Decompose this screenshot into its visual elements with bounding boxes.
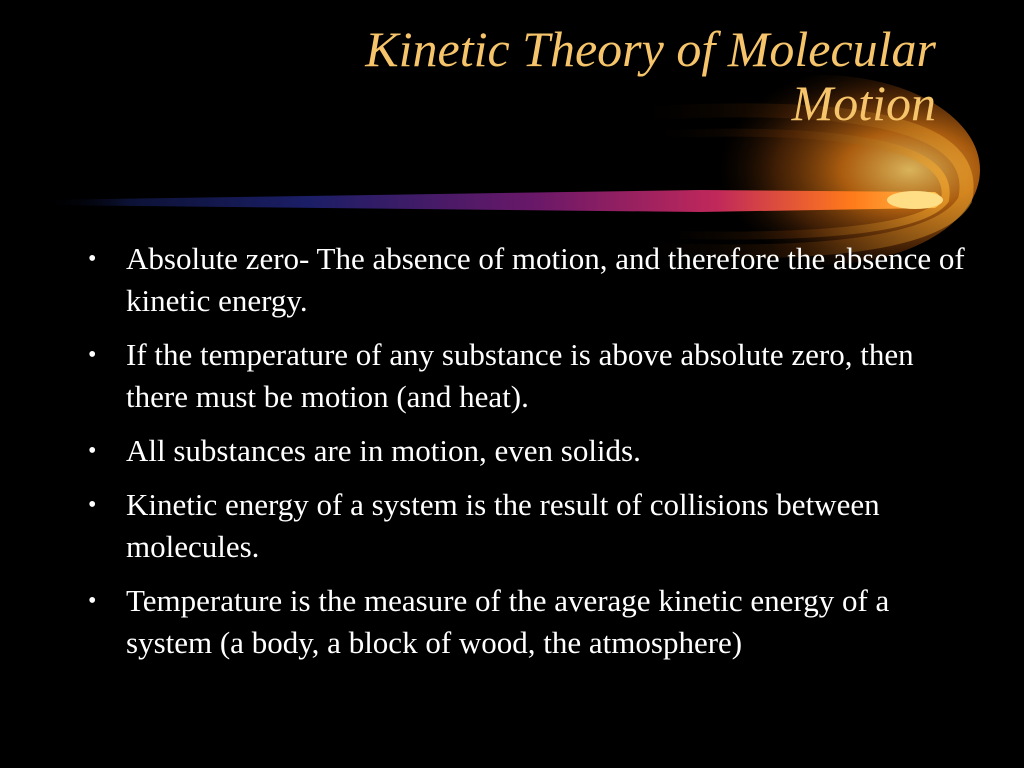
title-line-2: Motion <box>791 75 936 131</box>
comet-streak <box>40 190 942 212</box>
bullet-text: Kinetic energy of a system is the result of collisions between molecules. <box>126 487 880 564</box>
bullet-marker: • <box>88 342 97 368</box>
bullet-text: Absolute zero- The absence of motion, and therefore the absence of kinetic energy. <box>126 241 965 318</box>
bullet-text: Temperature is the measure of the average kinetic energy of a system (a body, a block of wood, the atmosphere) <box>126 583 890 660</box>
bullet-item-temperature-above-zero <box>86 334 966 418</box>
bullet-marker: • <box>88 492 97 518</box>
bullet-marker: • <box>88 438 97 464</box>
bullet-marker: • <box>88 588 97 614</box>
bullet-item-kinetic-energy-collisions <box>86 484 966 568</box>
title-line-1: Kinetic Theory of Molecular <box>365 21 936 77</box>
bullet-list <box>86 238 966 676</box>
bullet-text: All substances are in motion, even solids. <box>126 433 641 468</box>
bullet-text: If the temperature of any substance is above absolute zero, then there must be motion (and heat). <box>126 337 914 414</box>
bullet-marker: • <box>88 246 97 272</box>
bullet-item-temperature-definition <box>86 580 966 664</box>
bullet-item-absolute-zero <box>86 238 966 322</box>
bullet-item-substances-in-motion <box>86 430 966 472</box>
slide-title <box>136 22 936 130</box>
comet-head <box>887 191 943 209</box>
